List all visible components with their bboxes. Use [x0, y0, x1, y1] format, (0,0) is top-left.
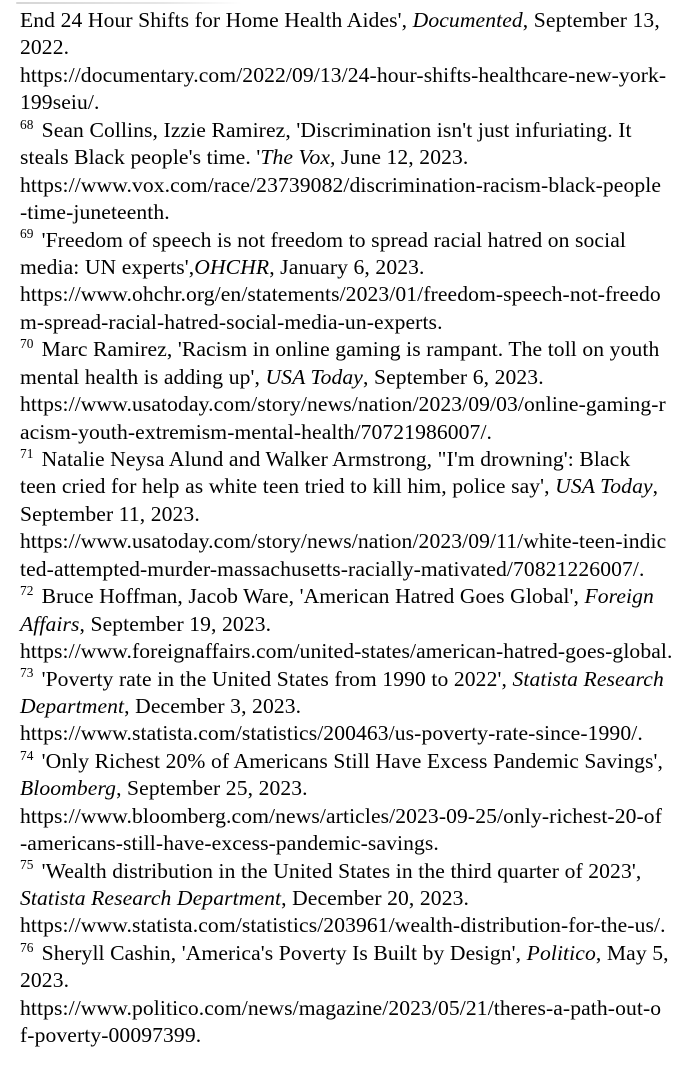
- footnote-text: , September 13,: [522, 8, 660, 32]
- footnote-line: [20, 720, 690, 747]
- footnote-line: [20, 336, 690, 363]
- footnote-url-text: 199seiu/.: [20, 90, 100, 115]
- footnote-marker: 76: [20, 939, 34, 955]
- footnote-line: [20, 638, 690, 665]
- footnote-line: [20, 199, 690, 226]
- footnote-italic-text: The Vox,: [260, 145, 336, 170]
- footnote-line: [20, 419, 690, 446]
- footnote-text: steals Black people's time. ': [20, 145, 261, 170]
- footnote-italic-text: Bloomberg: [20, 776, 117, 801]
- footnote-text: End 24 Hour Shifts for Home Health Aides',: [20, 8, 413, 32]
- footnote-line: [20, 117, 690, 144]
- footnote-line: [20, 89, 690, 116]
- footnote-line: [20, 254, 690, 281]
- footnote-text: ,: [652, 474, 659, 499]
- footnote-url-text: https://www.vox.com/race/23739082/discrimination-racism-black-people: [20, 172, 662, 197]
- footnote-line: [20, 172, 690, 199]
- footnote-text: Marc Ramirez, 'Racism in online gaming is rampant. The toll on youth: [41, 337, 660, 362]
- footnote-line: [20, 227, 690, 254]
- footnote-line: [20, 473, 690, 500]
- footnote-line: [20, 309, 690, 336]
- footnote-line: [20, 391, 690, 418]
- footnote-line: [20, 775, 690, 802]
- footnote-text: June 12, 2023.: [335, 145, 469, 170]
- footnote-line: [20, 1022, 690, 1049]
- footnote-url-text: ted-attempted-murder-massachusetts-racially-mativated/70821226007/.: [20, 556, 645, 581]
- footnote-line: [20, 912, 690, 939]
- footnote-text: mental health is adding up',: [20, 364, 266, 389]
- footnote-line: [20, 666, 690, 693]
- footnote-line: [20, 34, 690, 61]
- footnote-text: , September 25, 2023.: [116, 776, 308, 801]
- footnote-url-text: https://www.politico.com/news/magazine/2023/05/21/theres-a-path-out-o: [20, 995, 662, 1020]
- footnote-url-text: https://www.usatoday.com/story/news/nation/2023/09/11/white-teen-indic: [20, 529, 667, 554]
- footnote-text: 2022.: [20, 35, 70, 60]
- footnote-text: 2023.: [20, 968, 70, 993]
- footnote-separator-rule: [16, 2, 242, 4]
- footnote-url-text: https://www.foreignaffairs.com/united-states/american-hatred-goes-global.: [20, 639, 673, 664]
- footnote-text: 'Freedom of speech is not freedom to spread racial hatred on social: [41, 227, 626, 252]
- footnote-marker: 74: [20, 747, 34, 763]
- footnote-text: Bruce Hoffman, Jacob Ware, 'American Hatred Goes Global',: [41, 584, 585, 609]
- footnote-line: [20, 611, 690, 638]
- footnote-italic-text: Foreign: [584, 584, 654, 609]
- footnote-marker: 73: [20, 665, 34, 681]
- footnote-text: 'Only Richest 20% of Americans Still Have Excess Pandemic Savings',: [41, 748, 663, 773]
- footnote-line: [20, 501, 690, 528]
- footnote-text: 'Poverty rate in the United States from 1990 to 2022',: [41, 666, 513, 691]
- footnote-italic-text: Documented: [412, 8, 523, 32]
- footnote-text: 'Wealth distribution in the United States in the third quarter of 2023',: [41, 858, 642, 883]
- footnote-url-text: https://www.usatoday.com/story/news/nation/2023/09/03/online-gaming-r: [20, 392, 666, 417]
- footnote-text: September 11, 2023.: [20, 501, 200, 526]
- footnote-line: [20, 967, 690, 994]
- footnote-line: [20, 528, 690, 555]
- footnote-text: Sheryll Cashin, 'America's Poverty Is Built by Design',: [41, 940, 527, 965]
- footnote-text: , September 19, 2023.: [79, 611, 272, 636]
- footnote-line: [20, 62, 690, 89]
- footnote-line: [20, 446, 690, 473]
- footnote-text: , January 6, 2023.: [269, 254, 425, 279]
- footnote-text: , May 5,: [595, 940, 669, 965]
- footnote-line: [20, 858, 690, 885]
- footnote-marker: 72: [20, 583, 34, 598]
- footnote-line: [20, 556, 690, 583]
- footnote-italic-text: Politico: [526, 940, 596, 965]
- footnote-line: [20, 940, 690, 967]
- footnote-line: [20, 748, 690, 775]
- footnote-line: [20, 693, 690, 720]
- footnote-text: , December 20, 2023.: [281, 886, 469, 910]
- footnote-url-text: -americans-still-have-excess-pandemic-savings.: [20, 831, 439, 856]
- footnote-marker: 75: [20, 857, 34, 873]
- footnote-text: Sean Collins, Izzie Ramirez, 'Discrimination isn't just infuriating. It: [41, 117, 632, 142]
- footnote-italic-text: USA Today: [265, 364, 363, 389]
- footnote-line: [20, 7, 690, 34]
- footnotes-list: [20, 7, 690, 1050]
- footnote-line: [20, 364, 690, 391]
- footnote-url-text: acism-youth-extremism-mental-health/70721986007/.: [20, 419, 493, 444]
- footnote-line: [20, 144, 690, 171]
- footnote-line: [20, 803, 690, 830]
- footnote-url-text: m-spread-racial-hatred-social-media-un-experts.: [20, 309, 443, 334]
- footnote-marker: 69: [20, 226, 34, 242]
- footnote-italic-text: Affairs: [20, 611, 80, 636]
- footnote-text: media: UN experts',: [20, 254, 195, 279]
- footnote-italic-text: USA Today: [555, 474, 653, 499]
- footnote-marker: 70: [20, 336, 34, 352]
- footnote-italic-text: Department: [20, 693, 125, 718]
- footnote-marker: 68: [20, 116, 34, 132]
- footnote-line: [20, 995, 690, 1022]
- footnote-italic-text: OHCHR: [194, 254, 270, 279]
- footnote-line: [20, 830, 690, 857]
- footnote-url-text: https://www.statista.com/statistics/200463/us-poverty-rate-since-1990/.: [20, 721, 643, 746]
- footnote-italic-text: Statista Research: [512, 666, 664, 691]
- footnote-url-text: -time-juneteenth.: [20, 200, 170, 225]
- footnote-italic-text: Statista Research Department: [20, 886, 282, 910]
- footnote-text: Natalie Neysa Alund and Walker Armstrong, "I'm drowning': Black: [41, 447, 631, 471]
- footnote-url-text: https://www.ohchr.org/en/statements/2023/01/freedom-speech-not-freedo: [20, 282, 661, 307]
- footnote-line: [20, 583, 690, 610]
- footnote-marker: 71: [20, 445, 34, 461]
- footnote-url-text: https://www.statista.com/statistics/203961/wealth-distribution-for-the-us/.: [20, 913, 666, 938]
- footnote-url-text: https://www.bloomberg.com/news/articles/2023-09-25/only-richest-20-of: [20, 803, 662, 828]
- footnote-line: [20, 885, 690, 912]
- footnote-text: , December 3, 2023.: [124, 693, 302, 718]
- footnote-text: , September 6, 2023.: [362, 364, 544, 389]
- footnote-line: [20, 281, 690, 308]
- footnote-url-text: f-poverty-00097399.: [20, 1023, 202, 1048]
- footnote-text: teen cried for help as white teen tried to kill him, police say',: [20, 474, 556, 499]
- footnote-url-text: https://documentary.com/2022/09/13/24-hour-shifts-healthcare-new-york-: [20, 62, 667, 87]
